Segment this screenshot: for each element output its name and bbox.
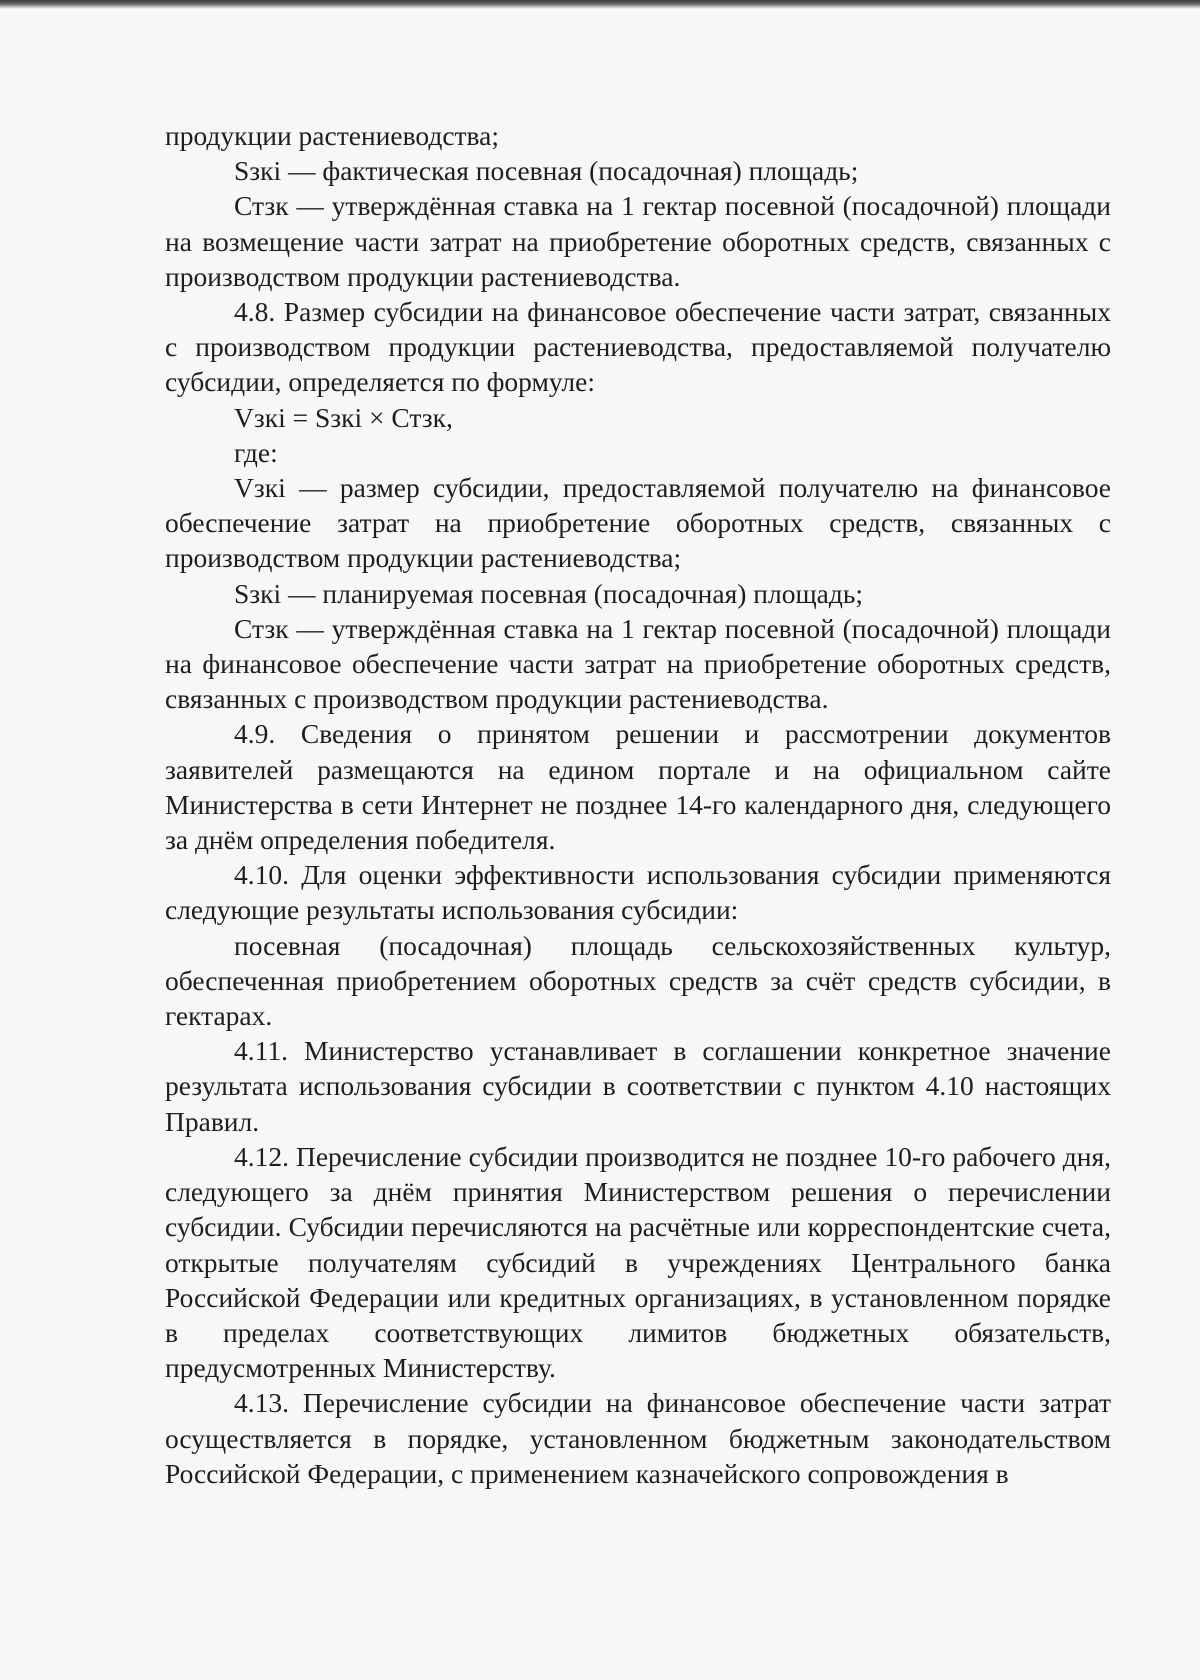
paragraph-where: где: bbox=[234, 436, 278, 468]
paragraph-continuation: продукции растениеводства; bbox=[165, 120, 500, 151]
paragraph-clause-4-10: 4.10. Для оценки эффективности использования субсидии применяются следующие результаты использования субсидии: bbox=[165, 859, 1111, 926]
paragraph-definition-stzk-financing: Стзк — утверждённая ставка на 1 гектар посевной (посадочной) площади на финансовое обеспечение части затрат на приобретение оборотных средств, связанных с производством продукции растениеводства. bbox=[165, 612, 1111, 715]
paragraph-definition-vzki: Vзкi — размер субсидии, предоставляемой получателю на финансовое обеспечение затрат на приобретение оборотных средств, связанных с производством продукции растениеводства; bbox=[165, 472, 1111, 574]
paragraph-definition-stzk-reimbursement: Стзк — утверждённая ставка на 1 гектар посевной (посадочной) площади на возмещение части затрат на приобретение оборотных средств, связанных с производством продукции растениеводства. bbox=[165, 190, 1111, 292]
paragraph-clause-4-12: 4.12. Перечисление субсидии производится не позднее 10-го рабочего дня, следующего за днём принятия Министерством решения о перечислении субсидии. Субсидии перечисляются на расчётные или корреспондентские счета, открытые получателям субсидий в учреждениях Центрального банка Российской Федерации или кредитных организациях, в установленном порядке в пределах соответствующих лимитов бюджетных обязательств, предусмотренных Министерству. bbox=[165, 1140, 1111, 1384]
paragraph-definition-szki-actual: Sзкi — фактическая посевная (посадочная) площадь; bbox=[234, 155, 859, 187]
paragraph-clause-4-11: 4.11. Министерство устанавливает в соглашении конкретное значение результата использования субсидии в соответствии с пунктом 4.10 настоящих Правил. bbox=[165, 1035, 1111, 1137]
paragraph-formula: Vзкi = Sзкi × Стзк, bbox=[234, 401, 453, 433]
scan-top-edge bbox=[0, 0, 1200, 9]
paragraph-result-indicator: посевная (посадочная) площадь сельскохозяйственных культур, обеспеченная приобретением оборотных средств за счёт средств субсидии, в гектарах. bbox=[165, 929, 1111, 1032]
paragraph-clause-4-9: 4.9. Сведения о принятом решении и рассмотрении документов заявителей размещаются на едином портале и на официальном сайте Министерства в сети Интернет не позднее 14-го календарного дня, следующего за днём определения победителя. bbox=[165, 718, 1111, 856]
paragraph-clause-4-13: 4.13. Перечисление субсидии на финансовое обеспечение части затрат осуществляется в порядке, установленном бюджетным законодательством Российской Федерации, с применением казначейского сопровождения в bbox=[165, 1387, 1111, 1489]
paragraph-definition-szki-planned: Sзкi — планируемая посевная (посадочная) площадь; bbox=[234, 577, 864, 609]
document-page bbox=[165, 118, 1111, 1491]
paragraph-clause-4-8: 4.8. Размер субсидии на финансовое обеспечение части затрат, связанных с производством продукции растениеводства, предоставляемой получателю субсидии, определяется по формуле: bbox=[165, 296, 1111, 398]
